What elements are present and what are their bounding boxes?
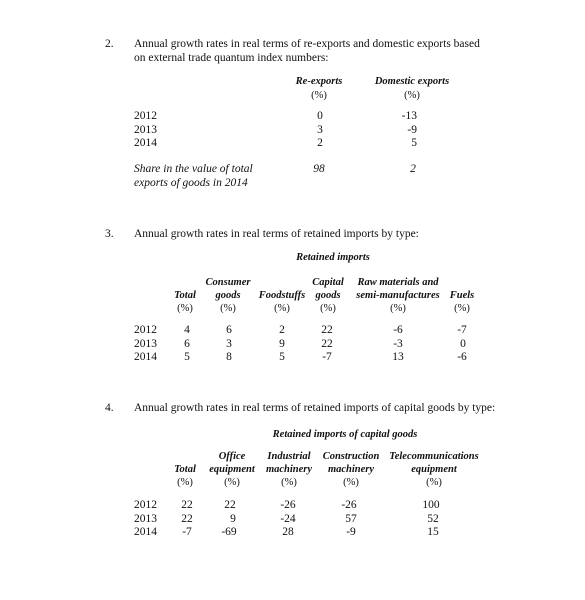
- table-cell: 6: [226, 324, 232, 336]
- column-header-industrial-machinery: Industrial: [267, 451, 311, 462]
- column-header-consumer-goods-line-2: goods: [215, 290, 241, 301]
- table-cell: 2: [279, 324, 285, 336]
- row-year: 2013: [134, 338, 157, 350]
- table-cell: 13: [392, 351, 404, 363]
- column-header-telecommunications-equipment-line-2: equipment: [411, 464, 457, 475]
- table-cell: -7: [182, 526, 192, 538]
- section-number: 4.: [105, 402, 114, 414]
- column-unit: (%): [311, 90, 327, 101]
- column-unit: (%): [343, 477, 359, 488]
- column-unit: (%): [426, 477, 442, 488]
- share-label-line-1: Share in the value of total: [134, 163, 253, 175]
- column-unit: (%): [274, 303, 290, 314]
- table-cell: 0: [460, 338, 466, 350]
- column-header-telecommunications-equipment: Telecommunications: [389, 451, 479, 462]
- table-cell: 52: [427, 513, 439, 525]
- column-header-raw-materials-line-2: semi-manufactures: [356, 290, 440, 301]
- section-title-line-1: Annual growth rates in real terms of re-exports and domestic exports based: [134, 38, 480, 50]
- column-unit: (%): [390, 303, 406, 314]
- table-cell: 22: [224, 499, 236, 511]
- row-year: 2014: [134, 526, 157, 538]
- table-cell: 28: [282, 526, 294, 538]
- table-cell: 9: [230, 513, 236, 525]
- column-header-total: Total: [174, 464, 196, 475]
- table-cell: -24: [280, 513, 296, 525]
- section-number: 3.: [105, 228, 114, 240]
- table-cell: 22: [181, 499, 193, 511]
- table-cell: 22: [181, 513, 193, 525]
- table-cell: -7: [322, 351, 332, 363]
- column-header-office-equipment-line-2: equipment: [209, 464, 255, 475]
- table-cell: -7: [457, 324, 467, 336]
- column-header-industrial-machinery-line-2: machinery: [265, 464, 313, 475]
- table-cell: 9: [279, 338, 285, 350]
- section-title-line-2: on external trade quantum index numbers:: [134, 52, 329, 64]
- group-header: Retained imports: [296, 252, 370, 263]
- table-cell: 3: [226, 338, 232, 350]
- table-cell: -69: [221, 526, 237, 538]
- section-title-line-1: Annual growth rates in real terms of retained imports of capital goods by type:: [134, 402, 496, 414]
- table-cell: 100: [422, 499, 440, 511]
- table-cell: -26: [341, 499, 357, 511]
- table-cell: -3: [393, 338, 403, 350]
- row-year: 2014: [134, 351, 157, 363]
- column-unit: (%): [320, 303, 336, 314]
- share-value: 98: [313, 163, 325, 175]
- table-cell: 5: [279, 351, 285, 363]
- table-cell: -9: [346, 526, 356, 538]
- row-year: 2014: [134, 137, 157, 149]
- table-cell: 2: [317, 137, 323, 149]
- column-header-re-exports: Re-exports: [295, 76, 343, 87]
- column-unit: (%): [224, 477, 240, 488]
- table-cell: 22: [321, 324, 333, 336]
- table-cell: -26: [280, 499, 296, 511]
- column-header-capital-goods-line-2: goods: [315, 290, 341, 301]
- table-cell: 15: [427, 526, 439, 538]
- section-number: 2.: [105, 38, 114, 50]
- table-cell: 22: [321, 338, 333, 350]
- table-cell: 5: [184, 351, 190, 363]
- row-year: 2013: [134, 513, 157, 525]
- table-cell: -9: [407, 124, 417, 136]
- table-cell: 8: [226, 351, 232, 363]
- column-header-total: Total: [174, 290, 196, 301]
- column-header-fuels: Fuels: [449, 290, 475, 301]
- share-label-line-2: exports of goods in 2014: [134, 177, 248, 189]
- table-cell: -13: [401, 110, 417, 122]
- column-unit: (%): [177, 477, 193, 488]
- column-header-construction-machinery: Construction: [322, 451, 380, 462]
- column-header-office-equipment: Office: [218, 451, 246, 462]
- column-header-capital-goods: Capital: [312, 277, 344, 288]
- group-header: Retained imports of capital goods: [272, 429, 418, 440]
- column-unit: (%): [404, 90, 420, 101]
- table-cell: 57: [345, 513, 357, 525]
- row-year: 2012: [134, 499, 157, 511]
- column-header-consumer-goods: Consumer: [205, 277, 251, 288]
- table-cell: 0: [317, 110, 323, 122]
- column-header-construction-machinery-line-2: machinery: [327, 464, 375, 475]
- row-year: 2013: [134, 124, 157, 136]
- table-cell: -6: [393, 324, 403, 336]
- column-unit: (%): [177, 303, 193, 314]
- column-unit: (%): [281, 477, 297, 488]
- column-header-raw-materials: Raw materials and: [357, 277, 439, 288]
- table-cell: 4: [184, 324, 190, 336]
- column-unit: (%): [220, 303, 236, 314]
- table-cell: 6: [184, 338, 190, 350]
- table-cell: -6: [457, 351, 467, 363]
- column-unit: (%): [454, 303, 470, 314]
- row-year: 2012: [134, 324, 157, 336]
- section-title-line-1: Annual growth rates in real terms of retained imports by type:: [134, 228, 419, 240]
- row-year: 2012: [134, 110, 157, 122]
- table-cell: 3: [317, 124, 323, 136]
- share-value: 2: [410, 163, 416, 175]
- column-header-foodstuffs: Foodstuffs: [258, 290, 306, 301]
- column-header-domestic-exports: Domestic exports: [374, 76, 450, 87]
- table-cell: 5: [411, 137, 417, 149]
